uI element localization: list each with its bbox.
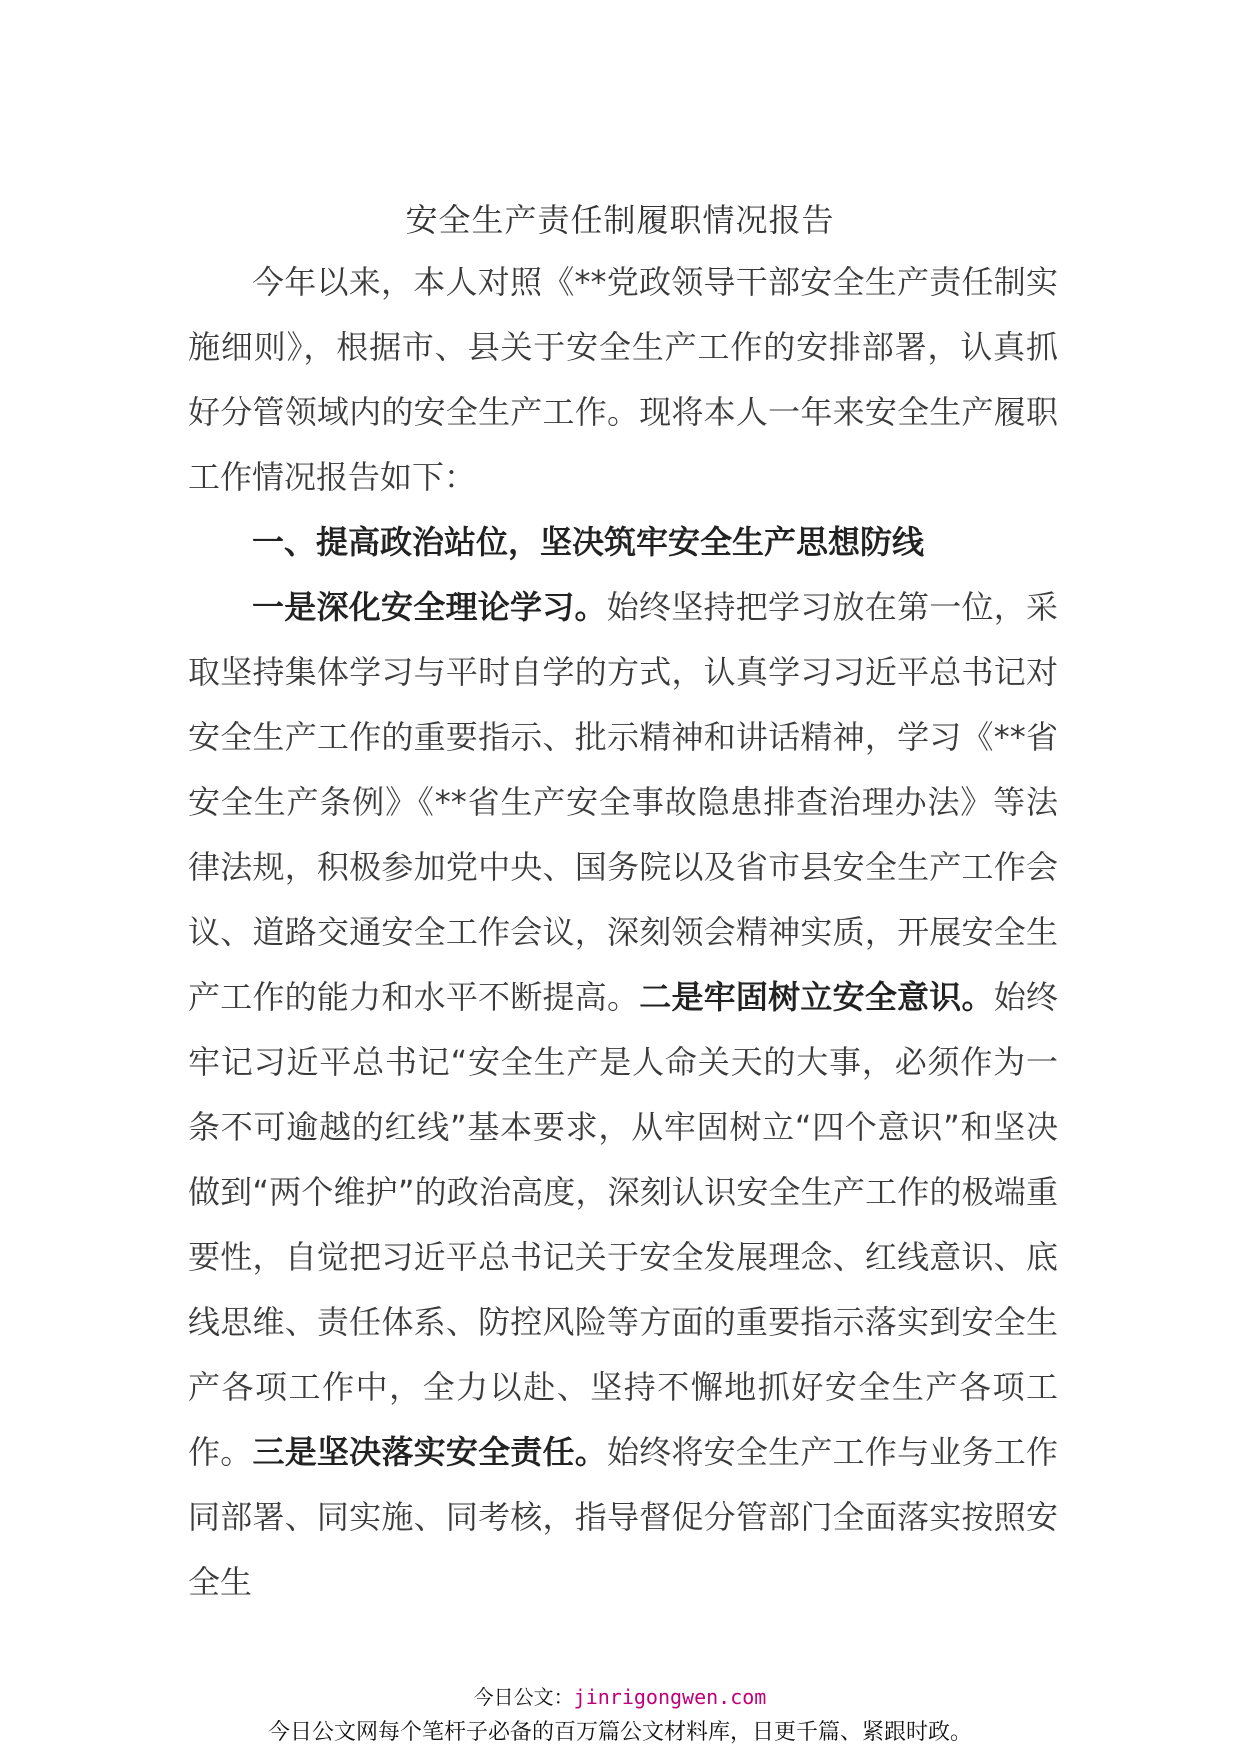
footer-site-line [0, 1682, 1240, 1712]
item-3-text: 始终将安全生产工作与业务工作同部署、同实施、同考核，指导督促分管部门全面落实按照安全生 [188, 1433, 1058, 1601]
footer-site-label: 今日公文： [473, 1685, 574, 1709]
document-title: 安全生产责任制履职情况报告 [405, 201, 835, 239]
item-1-lead: 一是深化安全理论学习。 [252, 588, 607, 626]
item-2-lead: 二是牢固树立安全意识。 [639, 978, 994, 1016]
footer-site-link[interactable]: jinrigongwen.com [573, 1685, 767, 1709]
item-1-text: 始终坚持把学习放在第一位，采取坚持集体学习与平时自学的方式，认真学习习近平总书记对安全生产工作的重要指示、批示精神和讲话精神，学习《**省安全生产条例》《**省生产安全事故隐患排查治理办法》等法律法规，积极参加党中央、国务院以及省市县安全生产工作会议、道路交通安全工作会议，深刻领会精神实质，开展安全生产工作的能力和水平不断提高。 [188, 588, 1058, 1016]
document-body [188, 250, 1058, 1615]
footer [0, 1682, 1240, 1750]
section-paragraph [188, 575, 1058, 1615]
item-2-text: 始终牢记习近平总书记“安全生产是人命关天的大事，必须作为一条不可逾越的红线”基本要求，从牢固树立“四个意识”和坚决做到“两个维护”的政治高度，深刻认识安全生产工作的极端重要性，自觉把习近平总书记关于安全发展理念、红线意识、底线思维、责任体系、防控风险等方面的重要指示落实到安全生产各项工作中，全力以赴、坚持不懈地抓好安全生产各项工作。 [188, 978, 1058, 1471]
footer-slogan: 今日公文网每个笔杆子必备的百万篇公文材料库，日更千篇、紧跟时政。 [267, 1720, 972, 1745]
intro-paragraph: 今年以来，本人对照《**党政领导干部安全生产责任制实施细则》，根据市、县关于安全生产工作的安排部署，认真抓好分管领域内的安全生产工作。现将本人一年来安全生产履职工作情况报告如下： [188, 263, 1058, 496]
section-heading: 一、提高政治站位，坚决筑牢安全生产思想防线 [252, 523, 925, 561]
item-3-lead: 三是坚决落实安全责任。 [252, 1433, 607, 1471]
